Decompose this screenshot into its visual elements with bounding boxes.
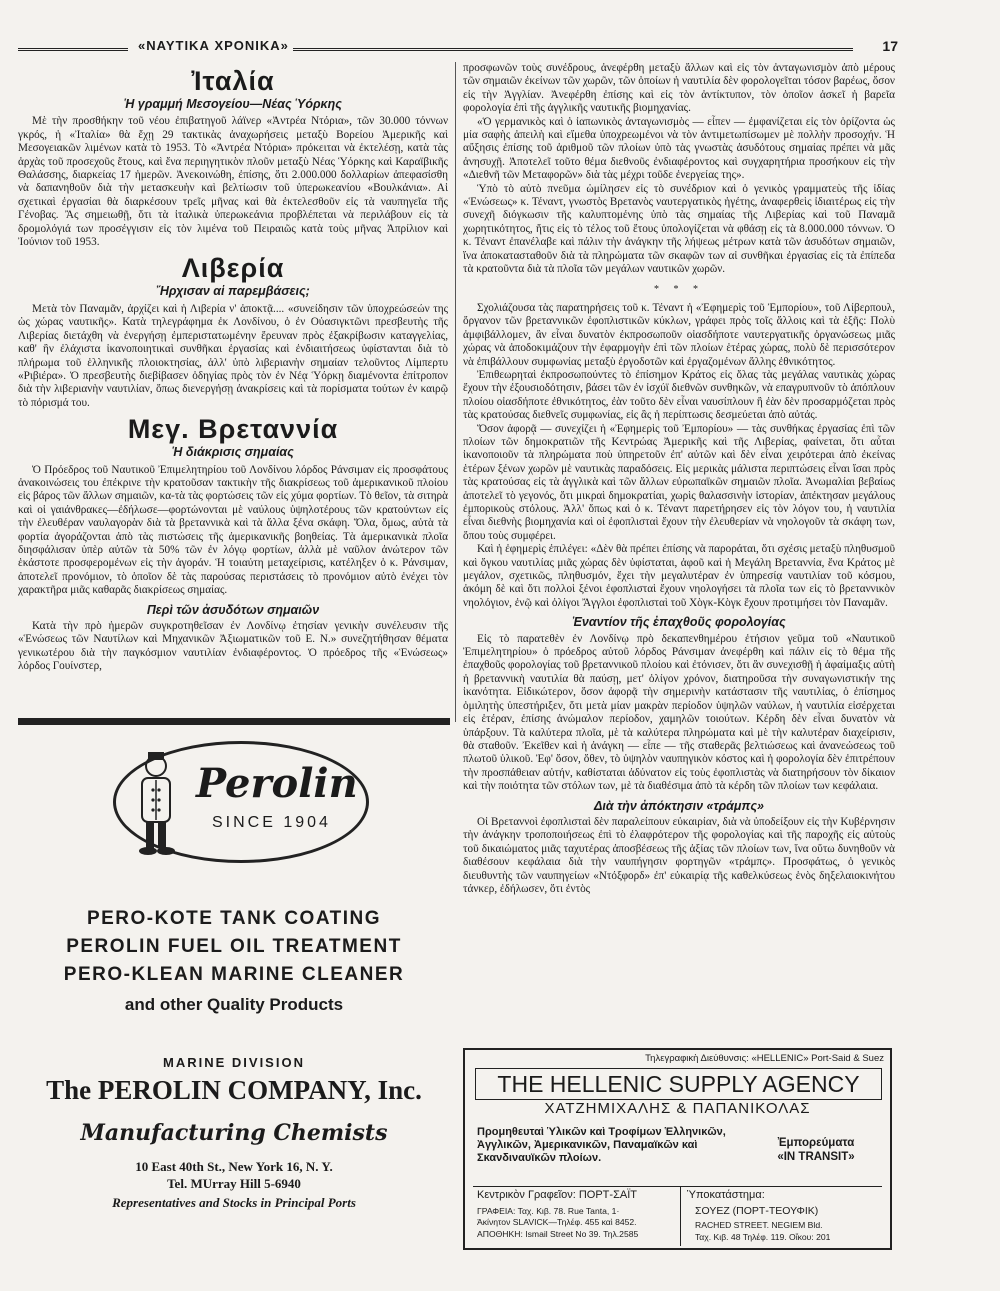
company-telephone: Tel. MUrray Hill 5-6940 (167, 1176, 301, 1191)
branch-city: ΣΟΥΕΖ (ΠΟΡΤ-ΤΕΟΥΦΙΚ) (695, 1205, 819, 1217)
in-transit-block (750, 1136, 882, 1164)
perolin-logo (113, 741, 369, 863)
telegraph-address: Τηλεγραφικὴ Διεύθυνσις: «HELLENIC» Port-Said & Suez (645, 1053, 884, 1064)
product-line-1: PERO-KOTE TANK COATING (86, 908, 382, 929)
tramp-subheading: Διὰ τὴν ἀπόκτησιν «τράμπς» (594, 798, 764, 813)
head-office-address-1: ΓΡΑΦΕΙΑ: Ταχ. Κιβ. 78. Rue Tanta, 1· (477, 1206, 620, 1216)
flags-paragraph: Κατὰ τὴν πρὸ ἡμερῶν συγκροτηθεῖσαν ἐν Λονδίνῳ ἐτησίαν γενικὴν συνέλευσιν τῆς «Ἑνώσεως τῶν Ναυτίλων καὶ Μηχανικῶν Ἀξιωματικῶν τοῦ Ε. Ν.» συνεζητήθησαν θέματα γενικωτέρου διὰ τὴν παγκόσμιον ναυτιλίαν ἐνδιαφέροντος. Ὁ πρόεδρος τῆς «Ἑνώσεως» λόρδος Γουίνστερ, (18, 620, 448, 673)
agency-name: THE HELLENIC SUPPLY AGENCY (475, 1068, 882, 1100)
right-paragraph-2: «Ὁ γερμανικὸς καὶ ὁ ἰαπωνικὸς ἀνταγωνισμὸς — εἶπεν — ἐμφανίζεται εἰς τὸν ὁρίζοντα ὡς μία σαφὴς ἀπειλὴ καὶ εἴμεθα ὑποχρεωμένοι νὰ τὸν ἀντιμετωπίσωμεν μὲ πολλὴν προσοχήν. Ἡ αὔξησις ἐπίσης τοῦ ἀριθμοῦ τῶν πλοίων ὑπὸ τὰς γνωστὰς ἀσυδότους σημαίας πρέπει νὰ μᾶς ἀνησυχῇ. Ἀποτελεῖ τοῦτο θέμα διεθνοῦς ἐνδιαφέροντος καὶ συγχαρητήρια προσήκουν εἰς τὴν «Διεθνῆ τῶν Μεταφορῶν» διὰ τὰς μέχρι τοῦδε ἐνεργείας της». (463, 115, 895, 182)
liberia-subheading: Ἤρχισαν αἱ παρεμβάσεις; (156, 284, 310, 299)
right-paragraph-3: Ὑπὸ τὸ αὐτὸ πνεῦμα ὡμίλησεν εἰς τὸ συνέδριον καὶ ὁ γενικὸς γραμματεὺς τῆς ἰδίας «Ἑνώσεως» κ. Τέναντ, γνωστὸς Βρετανὸς ναυτεργατικὸς ἡγέτης, ἀναφερθεὶς ἰδιαιτέρως εἰς τὴν συνεχῆ διόγκωσιν τῆς καλυπτομένης ὑπὸ τὰς σημαίας τῆς Λιβερίας καὶ τοῦ Παναμᾶ χωρητικότητος, ἥτις εἰς τὸ τέλος τοῦ ἔτους ὑπολογίζεται νὰ φθάσῃ εἰς τὰ 8.000.000 τόννων. Ὁ κ. Τέναντ ἐπανέλαβε καὶ πάλιν τὴν ἀνάγκην τῆς λήψεως μέτρων κατὰ τῶν ἀσυδότων σημαιῶν, ἵνα ἀποκατασταθοῦν διὰ τὰ πληρώματα τῶν σκαφῶν των αἱ συνθῆκαι ἐργασίας εἰς τὰ ἐπίπεδα τὰ κρατοῦντα διὰ τὰ πλοῖα τῶν μεγάλων ναυτικῶν χωρῶν. (463, 182, 895, 276)
perolin-brand: Perolin (196, 760, 358, 807)
transit-label: Ἐμπορεύματα (777, 1137, 855, 1149)
right-paragraph-7: Καὶ ἡ ἐφημερὶς ἐπιλέγει: «Δὲν θὰ πρέπει ἐπίσης νὰ παροράται, ὅτι σχέσις μεταξὺ πληθυσμοῦ καὶ ὄγκου ναυτιλίας μιᾶς χώρας δὲν ὑφίσταται, ἀφοῦ καὶ ἡ Μεγάλη Βρεταννία, ἕνα Κράτος μὲ μεγάλον, σχετικῶς, πληθυσμόν, ἔχει τὴν μεγαλυτέραν ἐν ὑπηρεσίᾳ ναυτιλίαν τοῦ κόσμου, ἀκόμη δὲ καὶ ὅτι πολλοὶ ξένοι ἐφοπλισταὶ ἔχουν νηολογήσει τὰ πλοῖα των εἰς τὸ βρεταννικὸν νηολόγιον, ἐνῷ καὶ ὀλίγοι Ἄγγλοι ἐφοπλισταὶ τοῦ Χὸγκ-Κὸγκ ἔχουν προτιμήσει τὸν Παναμᾶν. (463, 543, 895, 609)
right-paragraph-6: Ὅσον ἀφορᾷ — συνεχίζει ἡ «Ἐφημερὶς τοῦ Ἐμπορίου» — τὰς συνθήκας ἐργασίας ἐπὶ τῶν πλοίων τῶν δημοκρατιῶν τῆς Κεντρώας Ἀμερικῆς καὶ τῆς Λιβερίας, φαίνεται, ὅτι αὗται ἱκανοποιοῦν τὰ πληρώματα ποὺ ὑπηρετοῦν ἐπ' αὐτῶν καὶ δὲν εἶναι χειρότεραι ἀπὸ ἐκείνας ἑτέρων ξένων χωρῶν μὲ ναυτικὰς παραδόσεις. Εἰς μερικὰς μάλιστα περιπτώσεις εἶναι ἴσαι πρὸς τὰς κρατούσας εἰς τὰ ἀγγλικὰ καὶ τῶν ἄλλων εὐρωπαϊκῶν σημαιῶν πλοῖα. Ἀνωμαλίαι βεβαίως ἀποτελεῖ τὸ γεγονός, ὅτι μικραὶ δημοκρατίαι, χωρὶς θαλασσινὴν ἱστορίαν, ἀπέκτησαν μεγάλους ἐμπορικοὺς στόλους. Ἀλλ' ὅπως καὶ ὁ κ. Τέναντ παρετήρησεν εἰς τὸν λόγον του, ἡ ναυτιλία εἶναι διεθνὴς βιομηχανία καὶ οἱ ἐφοπλισταὶ ἔχουν τὴν ἐλευθερίαν νὰ νηολογοῦν τὰ σκάφη των, ὅπου τοὺς συμφέρει. (463, 422, 895, 542)
page-number: 17 (882, 38, 898, 54)
product-line-3: PERO-KLEAN MARINE CLEANER (63, 964, 405, 985)
right-paragraph-5: Ἐπιθεωρηταὶ ἐκπροσωπούντες τὸ ἐπίσημον Κράτος εἰς ὅλας τὰς μεγάλας ναυτικὰς χώρας ἔχουν τὴν ἐξουσιοδότησιν, βάσει τῶν ἐν ἰσχύϊ διεθνῶν συνθηκῶν, νὰ επαγρυπνοῦν τὸ ἀπόπλουν πλοίου οἱασδήποτε ἐθνικότητος, ἐὰν τοῦτο δὲν εἶναι ναυσίπλουν ἢ ἐὰν δὲν προσαρμόζεται πρὸς τὰς κρατούσας διεθνεῖς συμφωνίας, εἰς ἃς ἡ περίπτωσις δεσμεύεται ἀπὸ αὐτάς. (463, 368, 895, 422)
tax-subheading: Ἐναντίον τῆς ἐπαχθοῦς φορολογίας (572, 615, 786, 630)
header-rule-right (293, 48, 853, 51)
head-office-address-2: Ἀκίνητον SLAVICK—Τηλέφ. 455 καὶ 8452. (477, 1217, 637, 1227)
company-name: The PEROLIN COMPANY, Inc. (46, 1075, 422, 1105)
britain-paragraph: Ὁ Πρόεδρος τοῦ Ναυτικοῦ Ἐπιμελητηρίου τοῦ Λονδίνου λόρδος Ράνσιμαν εἰς προσφάτους ἀνακοινώσεις του ἐπέκρινε τὴν κρατοῦσαν τακτικὴν τῆς διακρίσεως τοῦ ἀμερικανικοῦ πλοίου εἰς βάρος τῶν ἄλλων σημαιῶν, κα-τὰ τὰς φορτώσεις τῶν εἰς χύμα φορτίων. Τὸ θεῖον, τὰ σιτηρὰ καὶ οἱ γαιάνθρακες—ἐδήλωσε—φορτώνονται μὲ ναύλους ὑψηλοτέρους τῶν κρατούντων εἰς τὴν ἐλευθέραν ναυλαγορὰν διὰ τὰ βρεταννικὰ καὶ τὰ ἄλλα ξένα σκάφη. Ὅλα, ὅμως, αὐτὰ τὰ φορτία ἀγοράζονται ἀπὸ τὰς πιστώσεις τῆς ἀμερικανικῆς βοηθείας. Τὰ ἀμερικανικὰ πλοῖα διησφάλισαν ὑπὲρ αὐτῶν τὰ 50% τῶν ἐν λόγῳ φορτίων, ἀλλὰ μὲ ναῦλον ἀνώτερον τῶν ἑκάστοτε προσφερομένων εἰς τὴν ἀγοράν. Ἡ τοιαύτη μεταχείρισις, κατέληξεν ὁ κ. Ράνσιμαν, ἀποτελεῖ προνόμιον, τὸ ὁποῖον δὲ τὰς παρούσας περιστάσεις τὸ προνόμιον αὐτὸ ἐνέχει τὸν χαρακτῆρα μιᾶς καθαρᾶς διακρίσεως σημαίας. (18, 463, 448, 597)
head-office: Κεντρικὸν Γραφεῖον: ΠΟΡΤ-ΣΑΪΤ (477, 1189, 637, 1201)
supply-description: Προμηθευταὶ Ὑλικῶν καὶ Τροφίμων Ἑλληνικῶν, Ἀγγλικῶν, Ἀμερικανικῶν, Παναμαϊκῶν καὶ Σκανδιναυϊκῶν πλοίων. (477, 1126, 726, 1164)
column-divider (455, 62, 456, 722)
warehouse-address: ΑΠΟΘΗΚΗ: Ismail Street No 39. Τηλ.2585 (477, 1229, 639, 1239)
bellhop-mascot-icon (124, 750, 188, 858)
right-column (463, 62, 895, 896)
product-line-2: PEROLIN FUEL OIL TREATMENT (66, 936, 402, 957)
britain-heading: Μεγ. Βρεταννία (127, 414, 339, 445)
header-rule-left (18, 48, 128, 51)
marine-division: MARINE DIVISION (163, 1055, 305, 1070)
italy-paragraph: Μὲ τὴν προσθήκην τοῦ νέου ἐπιβατηγοῦ λάϊνερ «Ἀντρέα Ντόρια», τῶν 30.000 τόννων γκρός, ἡ «Ἰταλία» θὰ ἔχῃ 29 τακτικὰς ἀναχωρήσεις μεταξὺ Βορείου Ἀμερικῆς καὶ Μεσογειακῶν λιμένων κατὰ τὸ 1953. Τὸ «Ἀντρέα Ντόρια» πρόκειται νὰ ἐκτελέσῃ, κατὰ τὰς ἀρχὰς τοῦ προσεχοῦς ἔτους, καὶ ἕνα περιηγητικὸν πλοῦν μεταξὺ Νέας Ὑόρκης καὶ Καραϊβικῆς Θαλάσσης, διαρκείας 17 ἡμερῶν. Ἀνεκοινώθη, ἐπίσης, ὅτι 2.000.000 δολλαρίων ἀπεφασίσθη νὰ δαπανηθοῦν διὰ τὴν μετασκευὴν καὶ βελτίωσιν τοῦ ὑπερωκεανίου «Βουλκάνια». Αἱ σχετικαὶ ἐργασίαι θὰ διαρκέσουν τρεῖς μῆνας καὶ θὰ ἐκτελεσθοῦν εἰς τὰ ναυπηγεῖα τῆς Γένοβας. Ἂς σημειωθῇ, ὅτι τὰ ἰταλικὰ ὑπερωκεάνια προβλέπεται νὰ περιλάβουν εἰς τὰ δρομολόγιά των προσέγγισιν εἰς τὸν λιμένα τοῦ Πειραιῶς κατὰ τοὺς μῆνας Ἀπρίλιον καὶ Ἰούνιον τοῦ 1953. (18, 115, 448, 249)
page-header (18, 36, 898, 58)
transit-value: «IN TRANSIT» (777, 1151, 855, 1163)
left-column (18, 62, 448, 674)
since-text: SINCE 1904 (212, 814, 331, 831)
company-address: 10 East 40th St., New York 16, N. Y. (135, 1159, 333, 1174)
liberia-heading: Λιβερία (181, 253, 285, 284)
italy-heading: Ἰταλία (191, 66, 275, 96)
right-paragraph-8: Εἰς τὸ παρατεθὲν ἐν Λονδίνῳ πρὸ δεκαπενθημέρου ἐτήσιον γεῦμα τοῦ «Ναυτικοῦ Ἐπιμελητηρίου» ὁ πρόεδρος αὐτοῦ λόρδος Ράνσιμαν ἀνεφέρθη καὶ πάλιν εἰς τὸ θέμα τῆς ἐπαχθοῦς φορολογίας τοῦ βρεταννικοῦ πλοίου καὶ ἐτόνισεν, ὅτι ἂν συνεχισθῇ ἡ ἀφαίμαξις αὐτὴ ἡ βρεταννικὴ ναυτιλία θὰ παύσῃ, μετ' ὀλίγον χρόνον, διατηροῦσα τὴν συναγωνιστικήν της ἱκανότητα. Εἰδικώτερον, ὅσον ἀφορᾷ τὴν σημερινὴν κατάστασιν τῆς ναυτιλίας, ὁ ἐπίσημος ὁμιλητὴς ὑπεστήριξεν, ὅτι μετὰ μίαν μακρὰν περίοδον ὑψηλῶν ναύλων, ἡ ναυτιλία εἰσέρχεται εἰς ἑτέραν, ἐπίσης ἀνώμαλον περίοδον, χαμηλῶν τοιούτων. Κέρδη δὲν εἶναι δυνατὸν νὰ ὑπάρξουν. Τὰ καλύτερα πλοῖα, μὲ τὰ καλύτερα πληρώματα καὶ μὲ τὴν καλυτέραν διαχείρισιν, θὰ σταθοῦν. Ἐκεῖθεν καὶ ἡ ἀνάγκη — εἶπε — τῆς σταθερᾶς βελτιώσεως καὶ ἀνανεώσεως τοῦ πλωτοῦ ὑλικοῦ. Ἐφ' ὅσον, ὅθεν, τὸ ὑψηλὸν ναυπηγικὸν κόστος καὶ ἡ φορολογία δὲν ἐπιτρέπουν τὴν προσπάθειαν αὐτήν, καθίσταται ἀδύνατον εἰς τοὺς ἐφοπλιστὰς νὰ διατηρήσουν τὸν δίκαιον καὶ τὴν ποιότητα τῶν στόλων των, μὲ τὰ διαθέσιμα ἀπὸ τὰ κέρδη τῶν πλοίων των κεφάλαια. (463, 632, 895, 793)
branch-label: Ὑποκατάστημα: (687, 1189, 765, 1201)
ad-divider-horizontal (473, 1186, 882, 1187)
branch-address-2: Ταχ. Κιβ. 48 Τηλέφ. 119. Οἴκου: 201 (695, 1232, 831, 1242)
section-separator: * * * (654, 283, 704, 295)
company-representatives: Representatives and Stocks in Principal Ports (112, 1195, 356, 1210)
liberia-paragraph: Μετὰ τὸν Παναμᾶν, ἀρχίζει καὶ ἡ Λιβερία ν' ἀποκτᾷ.... «συνείδησιν τῶν ὑποχρεώσεών της ὡς χώρας ναυτικῆς». Κατὰ τηλεγράφημα ἐκ Λονδίνου, ὁ ἐν Οὐασιγκτῶνι πρεσβευτὴς τῆς Λιβερίας διετάχθη νὰ ἐνεργήσῃ ἐμπεριστατωμένην ἔρευναν πρὸς ἐξακρίβωσιν καταγγελίας, καθ' ἣν ἐλάχιστα ἱκανοποιητικαὶ συνθῆκαι ἐργασίας καὶ ἐνδιαιτήσεως ὑφίστανται διὰ τὸ πλήρωμα τοῦ ἑλληνικῆς πλοιοκτησίας, ἀλλ' ὑπὸ λιβεριανὴν σημαίαν τελοῦντος Λίμπερτυ «Ριβιέρα». Ὁ πρεσβευτὴς διεβίβασεν ὁδηγίας πρὸς τὸν ἐν Νέᾳ Ὑόρκῃ διαμένοντα ἐπίτροπον διὰ τὴν λιβεριανὴν ναυτιλίαν, ὅπως διενεργήσῃ ἀνακρίσεις καὶ τὰ πορίσματα τούτων ἐν καιρῷ τὸ πόρισμά του. (18, 302, 448, 409)
britain-subheading: Ἡ διάκρισις σημαίας (172, 445, 294, 460)
branch-address-1: RACHED STREET. NEGIEM Bld. (695, 1220, 823, 1230)
ad-divider-vertical (680, 1186, 681, 1246)
italy-subheading: Ἡ γραμμή Μεσογείου—Νέας Ὑόρκης (124, 97, 342, 111)
right-paragraph-4: Σχολιάζουσα τὰς παρατηρήσεις τοῦ κ. Τέναντ ἡ «Ἐφημερὶς τοῦ Ἐμπορίου», τοῦ Λίβερπουλ, ὄργανον τῶν βρεταννικῶν ἐφοπλιστικῶν κύκλων, γράφει πρὸς τοῖς ἄλλοις καὶ τὰ ἑξῆς: Πολὺ ἀμφιβάλλομεν, ἂν εἶναι δυνατὸν ἐκπροσωποῦν οἱασδήποτε ναυτεργατικῆς ὀργανώσεως μιᾶς χώρας νὰ ἀποδοκιμάζουν τὴν ἐφαρμογὴν ἐπὶ τῶν πλοίων ἑτέρας χώρας, πολὺ δὲ περισσότερον νὰ ἐπιβάλλουν συμφωνίας μεταξὺ ἐργοδοτῶν καὶ ἐργαζομένων ἄλλης ἐθνικότητος. (463, 301, 895, 368)
company-tagline: Manufacturing Chemists (80, 1120, 388, 1146)
publication-title: «ΝΑΥΤΙΚΑ ΧΡΟΝΙΚΑ» (138, 38, 289, 53)
hellenic-supply-advertisement (463, 1048, 892, 1250)
right-paragraph-9: Οἱ Βρεταννοὶ ἐφοπλισταὶ δὲν παραλείπουν εὐκαιρίαν, διὰ νὰ ὑποδείξουν εἰς τὴν Κυβέρνησιν τὴν ἀνάγκην τροποποιήσεως ἐπὶ τὸ ἐλαφρότερον τῆς φορολογίας καὶ τῆς παροχῆς εἰς αὐτοὺς τοῦ δικαιώματος μιᾶς ταχυτέρας ἀποσβέσεως τῆς ἀξίας τῶν πλοίων των, ἵνα οὕτω δυνηθοῦν νὰ διαθέσουν κεφάλαια διὰ τὴν ναυπήγησιν φορτηγῶν «τράμπς». Προσφάτως, ὁ γενικὸς διευθυντὴς τῶν ναυπηγείων «Ντόξφορδ» ἐπ' εὐκαιρίᾳ τῆς καθελκύσεως ἑνὸς δηξελαιοκινήτου τάνκερ, ἐδήλωσεν, ὅτι ἐντὸς (463, 815, 895, 895)
right-paragraph-1: προσφωνῶν τοὺς συνέδρους, ἀνεφέρθη μεταξὺ ἄλλων καὶ εἰς τὸν ἀνταγωνισμὸν ἀπὸ μέρους τῶν σημαιῶν ἐκείνων τῶν χωρῶν, τῶν ὁποίων ἡ ναυτιλία δὲν φορολογεῖται τόσον βαρέως, ὅσον εἰς τὴν Ἀγγλίαν. Ἀνεφέρθη ἐπίσης καὶ εἰς τὸν ἀντίκτυπον, τὸν ὁποῖον ἀσκεῖ ἡ βαρεῖα φορολογία ἐπὶ τῆς ἀγγλικῆς ναυτικῆς βιομηχανίας. (463, 62, 895, 115)
agency-owners: ΧΑΤΖΗΜΙΧΑΛΗΣ & ΠΑΠΑΝΙΚΟΛΑΣ (544, 1100, 811, 1117)
flags-subheading: Περὶ τῶν ἀσυδότων σημαιῶν (146, 602, 320, 617)
perolin-advertisement (18, 718, 450, 1253)
product-line-4: and other Quality Products (124, 995, 344, 1014)
